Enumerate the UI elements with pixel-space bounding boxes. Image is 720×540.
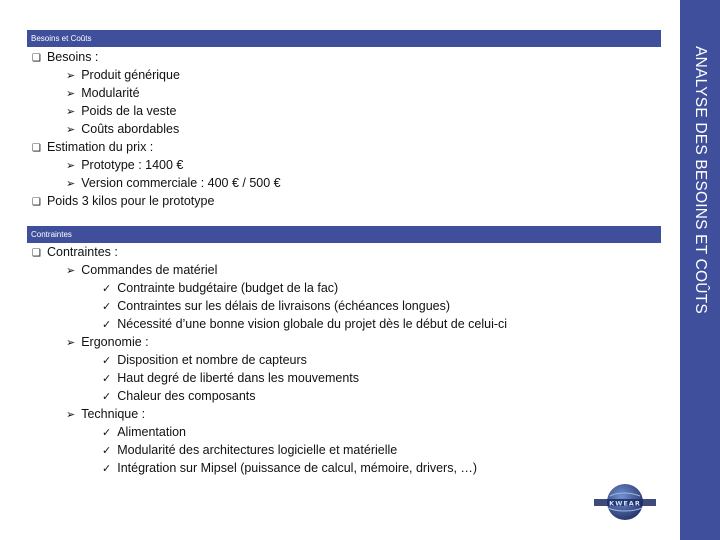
- list-item: [66, 174, 281, 192]
- list-item-text: Contrainte budgétaire (budget de la fac): [117, 281, 339, 295]
- list-item: [102, 441, 397, 459]
- list-item-text: Chaleur des composants: [117, 389, 256, 403]
- list-item-text: Commandes de matériel: [81, 263, 218, 277]
- list-item: [32, 48, 98, 66]
- list-item-text: Poids 3 kilos pour le prototype: [46, 194, 215, 208]
- list-item-text: Alimentation: [117, 425, 187, 439]
- list-item-text: Haut degré de liberté dans les mouvements: [117, 371, 360, 385]
- list-item: [32, 243, 118, 261]
- check-bullet-icon: ✓: [102, 444, 112, 457]
- arrow-bullet-icon: ➢: [66, 159, 76, 172]
- list-item: [102, 297, 450, 315]
- arrow-bullet-icon: ➢: [66, 264, 76, 277]
- check-bullet-icon: ✓: [102, 300, 112, 313]
- list-item-text: Prototype : 1400 €: [81, 158, 184, 172]
- list-item: [102, 369, 359, 387]
- list-item: [66, 102, 176, 120]
- list-item: [66, 333, 149, 351]
- list-item-text: Besoins :: [46, 50, 99, 64]
- list-item: [66, 66, 180, 84]
- list-item-text: Ergonomie :: [81, 335, 149, 349]
- list-item: [66, 156, 183, 174]
- check-bullet-icon: ✓: [102, 462, 112, 475]
- square-bullet-icon: ❑: [32, 197, 41, 208]
- list-item-text: Intégration sur Mipsel (puissance de calcul, mémoire, drivers, …): [117, 461, 478, 475]
- arrow-bullet-icon: ➢: [66, 69, 76, 82]
- list-item-text: Version commerciale : 400 € / 500 €: [81, 176, 281, 190]
- list-item: [102, 279, 338, 297]
- list-item: [66, 84, 140, 102]
- globe-logo-icon: [590, 482, 660, 522]
- arrow-bullet-icon: ➢: [66, 177, 76, 190]
- list-item-text: Nécessité d’une bonne vision globale du projet dès le début de celui-ci: [117, 317, 508, 331]
- list-item-text: Produit générique: [81, 68, 180, 82]
- list-item-text: Contraintes sur les délais de livraisons (échéances longues): [117, 299, 451, 313]
- logo-text: KWEAR: [609, 499, 641, 508]
- list-item: [102, 351, 307, 369]
- square-bullet-icon: ❑: [32, 143, 41, 154]
- check-bullet-icon: ✓: [102, 372, 112, 385]
- arrow-bullet-icon: ➢: [66, 105, 76, 118]
- list-item: [66, 261, 217, 279]
- arrow-bullet-icon: ➢: [66, 408, 76, 421]
- section-header-contraintes: Contraintes: [27, 226, 661, 243]
- list-item: [102, 387, 256, 405]
- list-item-text: Poids de la veste: [81, 104, 177, 118]
- check-bullet-icon: ✓: [102, 354, 112, 367]
- square-bullet-icon: ❑: [32, 248, 41, 259]
- list-item: [32, 138, 153, 156]
- check-bullet-icon: ✓: [102, 318, 112, 331]
- list-item-text: Coûts abordables: [81, 122, 180, 136]
- arrow-bullet-icon: ➢: [66, 87, 76, 100]
- list-item: [102, 423, 186, 441]
- list-item-text: Disposition et nombre de capteurs: [117, 353, 307, 367]
- list-item: [32, 192, 214, 210]
- list-item: [66, 120, 179, 138]
- check-bullet-icon: ✓: [102, 390, 112, 403]
- list-item-text: Estimation du prix :: [46, 140, 154, 154]
- side-title: ANALYSE DES BESOINS ET COÛTS: [692, 46, 709, 314]
- list-item: [102, 315, 507, 333]
- list-item-text: Modularité des architectures logicielle et matérielle: [117, 443, 398, 457]
- check-bullet-icon: ✓: [102, 426, 112, 439]
- list-item-text: Modularité: [81, 86, 140, 100]
- list-item-text: Technique :: [81, 407, 146, 421]
- list-item: [66, 405, 145, 423]
- square-bullet-icon: ❑: [32, 53, 41, 64]
- check-bullet-icon: ✓: [102, 282, 112, 295]
- list-item-text: Contraintes :: [46, 245, 118, 259]
- list-item: [102, 459, 477, 477]
- arrow-bullet-icon: ➢: [66, 336, 76, 349]
- arrow-bullet-icon: ➢: [66, 123, 76, 136]
- section-header-besoins: Besoins et Coûts: [27, 30, 661, 47]
